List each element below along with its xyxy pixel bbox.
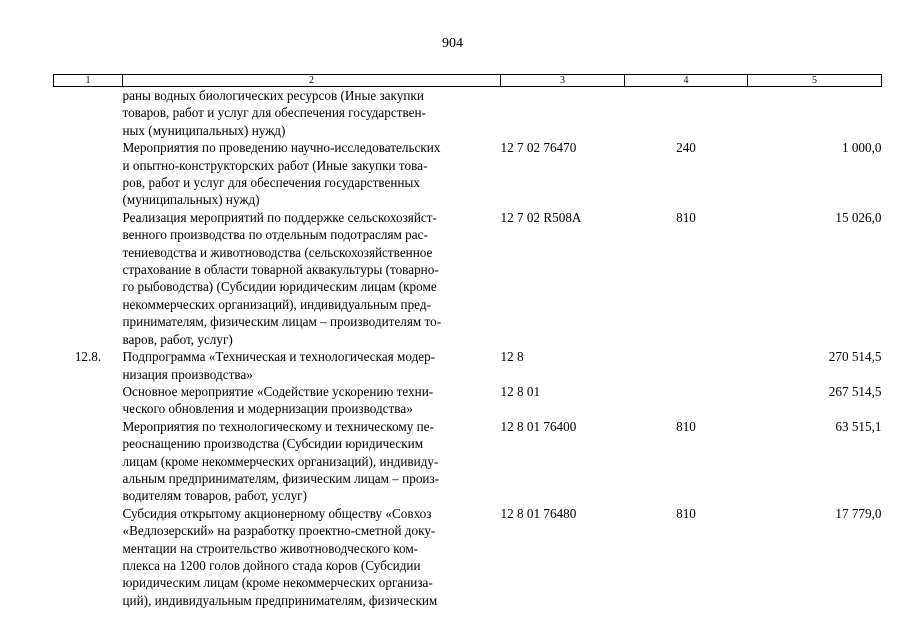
row-number [54, 505, 123, 609]
page-number: 904 [442, 36, 463, 51]
table-row [54, 348, 882, 383]
row-name-line: раны водных биологических ресурсов (Иные закупки [122, 88, 424, 103]
row-number [54, 209, 123, 348]
row-amount: 1 000,0 [841, 140, 882, 156]
row-code: 12 7 02 76470 [500, 140, 577, 156]
row-name-line: водителям товаров, работ, услуг) [122, 488, 307, 504]
row-expense-type [625, 383, 748, 418]
row-name-line: некоммерческих организаций), индивидуальным пред- [122, 296, 431, 312]
row-amount: 63 515,1 [835, 418, 882, 434]
row-name-line: Мероприятия по технологическому и техническому пе- [122, 418, 434, 434]
table-row [54, 139, 882, 209]
table-row [54, 209, 882, 348]
row-name-line: «Ведлозерский» на разработку проектно-сметной доку- [122, 523, 436, 539]
row-name-line: Субсидия открытому акционерному обществу «Совхоз [122, 505, 432, 521]
row-name [123, 418, 501, 505]
row-name-line: лицам (кроме некоммерческих организаций), индивиду- [122, 453, 439, 469]
budget-table [53, 74, 882, 609]
row-expense-type: 810 [676, 418, 696, 434]
row-name-line: Основное мероприятие «Содействие ускорению техни- [122, 383, 434, 399]
row-name-line: страхование в области товарной аквакультуры (товарно- [122, 262, 439, 278]
row-name-line: варов, работ, услуг) [122, 331, 233, 347]
row-code: 12 8 [500, 349, 524, 365]
row-amount: 270 514,5 [828, 349, 882, 365]
row-code: 12 8 01 76480 [500, 505, 577, 521]
table-row [54, 505, 882, 609]
row-name-line: Реализация мероприятий по поддержке сельскохозяйст- [122, 209, 437, 225]
column-header-5: 5 [748, 75, 882, 87]
row-name-line: ций), индивидуальным предпринимателям, физическим [122, 592, 438, 608]
row-name-line: и опытно-конструкторских работ (Иные закупки това- [122, 157, 428, 173]
row-name-line: (муниципальных) нужд) [122, 192, 260, 208]
row-amount: 15 026,0 [835, 209, 882, 225]
row-name [123, 505, 501, 609]
row-name [123, 87, 501, 140]
column-header-2: 2 [123, 75, 501, 87]
row-name-line: альным предпринимателям, физическим лицам – произ- [122, 470, 440, 486]
row-name-line: низация производства» [122, 366, 253, 382]
table-row [54, 87, 882, 140]
row-name-line: товаров, работ и услуг для обеспечения государствен- [122, 105, 426, 121]
table-body [54, 87, 882, 610]
row-amount: 17 779,0 [835, 505, 882, 521]
row-name-line: ных (муниципальных) нужд) [122, 122, 286, 138]
row-name [123, 209, 501, 348]
column-header-1: 1 [54, 75, 123, 87]
row-name [123, 348, 501, 383]
row-code: 12 8 01 76400 [500, 418, 577, 434]
row-code: 12 8 01 [500, 383, 541, 399]
row-name-line: юридическим лицам (кроме некоммерческих организа- [122, 575, 433, 591]
row-number [54, 87, 123, 140]
row-number [54, 418, 123, 505]
row-number [54, 139, 123, 209]
row-name-line: ментации на строительство животноводческого ком- [122, 540, 419, 556]
row-expense-type: 810 [676, 209, 696, 225]
row-code: 12 7 02 R508A [500, 209, 582, 225]
column-header-3: 3 [501, 75, 625, 87]
row-expense-type: 240 [676, 140, 696, 156]
row-name-line: Мероприятия по проведению научно-исследовательских [122, 140, 441, 156]
row-name-line: тениеводства и животноводства (сельскохозяйственное [122, 244, 433, 260]
row-expense-type [625, 348, 748, 383]
row-expense-type: 810 [676, 505, 696, 521]
table-row [54, 418, 882, 505]
row-name-line: ческого обновления и модернизации производства» [122, 401, 413, 417]
column-header-4: 4 [625, 75, 748, 87]
row-name-line: го рыбоводства) (Субсидии юридическим лицам (кроме [122, 279, 437, 295]
row-name-line: плекса на 1200 голов дойного стада коров (Субсидии [122, 557, 421, 573]
row-expense-type [625, 87, 748, 140]
row-name [123, 383, 501, 418]
row-name-line: Подпрограмма «Техническая и технологическая модер- [122, 349, 436, 365]
row-name-line: ров, работ и услуг для обеспечения государственных [122, 175, 420, 191]
row-name [123, 139, 501, 209]
row-number: 12.8. [74, 349, 102, 365]
column-number-header-row [54, 75, 882, 87]
row-name-line: принимателям, физическим лицам – производителям то- [122, 314, 442, 330]
row-name-line: венного производства по отдельным подотраслям рас- [122, 227, 428, 243]
row-amount: 267 514,5 [828, 383, 882, 399]
row-amount [748, 87, 882, 140]
row-number [54, 383, 123, 418]
row-code [501, 87, 625, 140]
row-name-line: реоснащению производства (Субсидии юридическим [122, 436, 424, 452]
table-row [54, 383, 882, 418]
